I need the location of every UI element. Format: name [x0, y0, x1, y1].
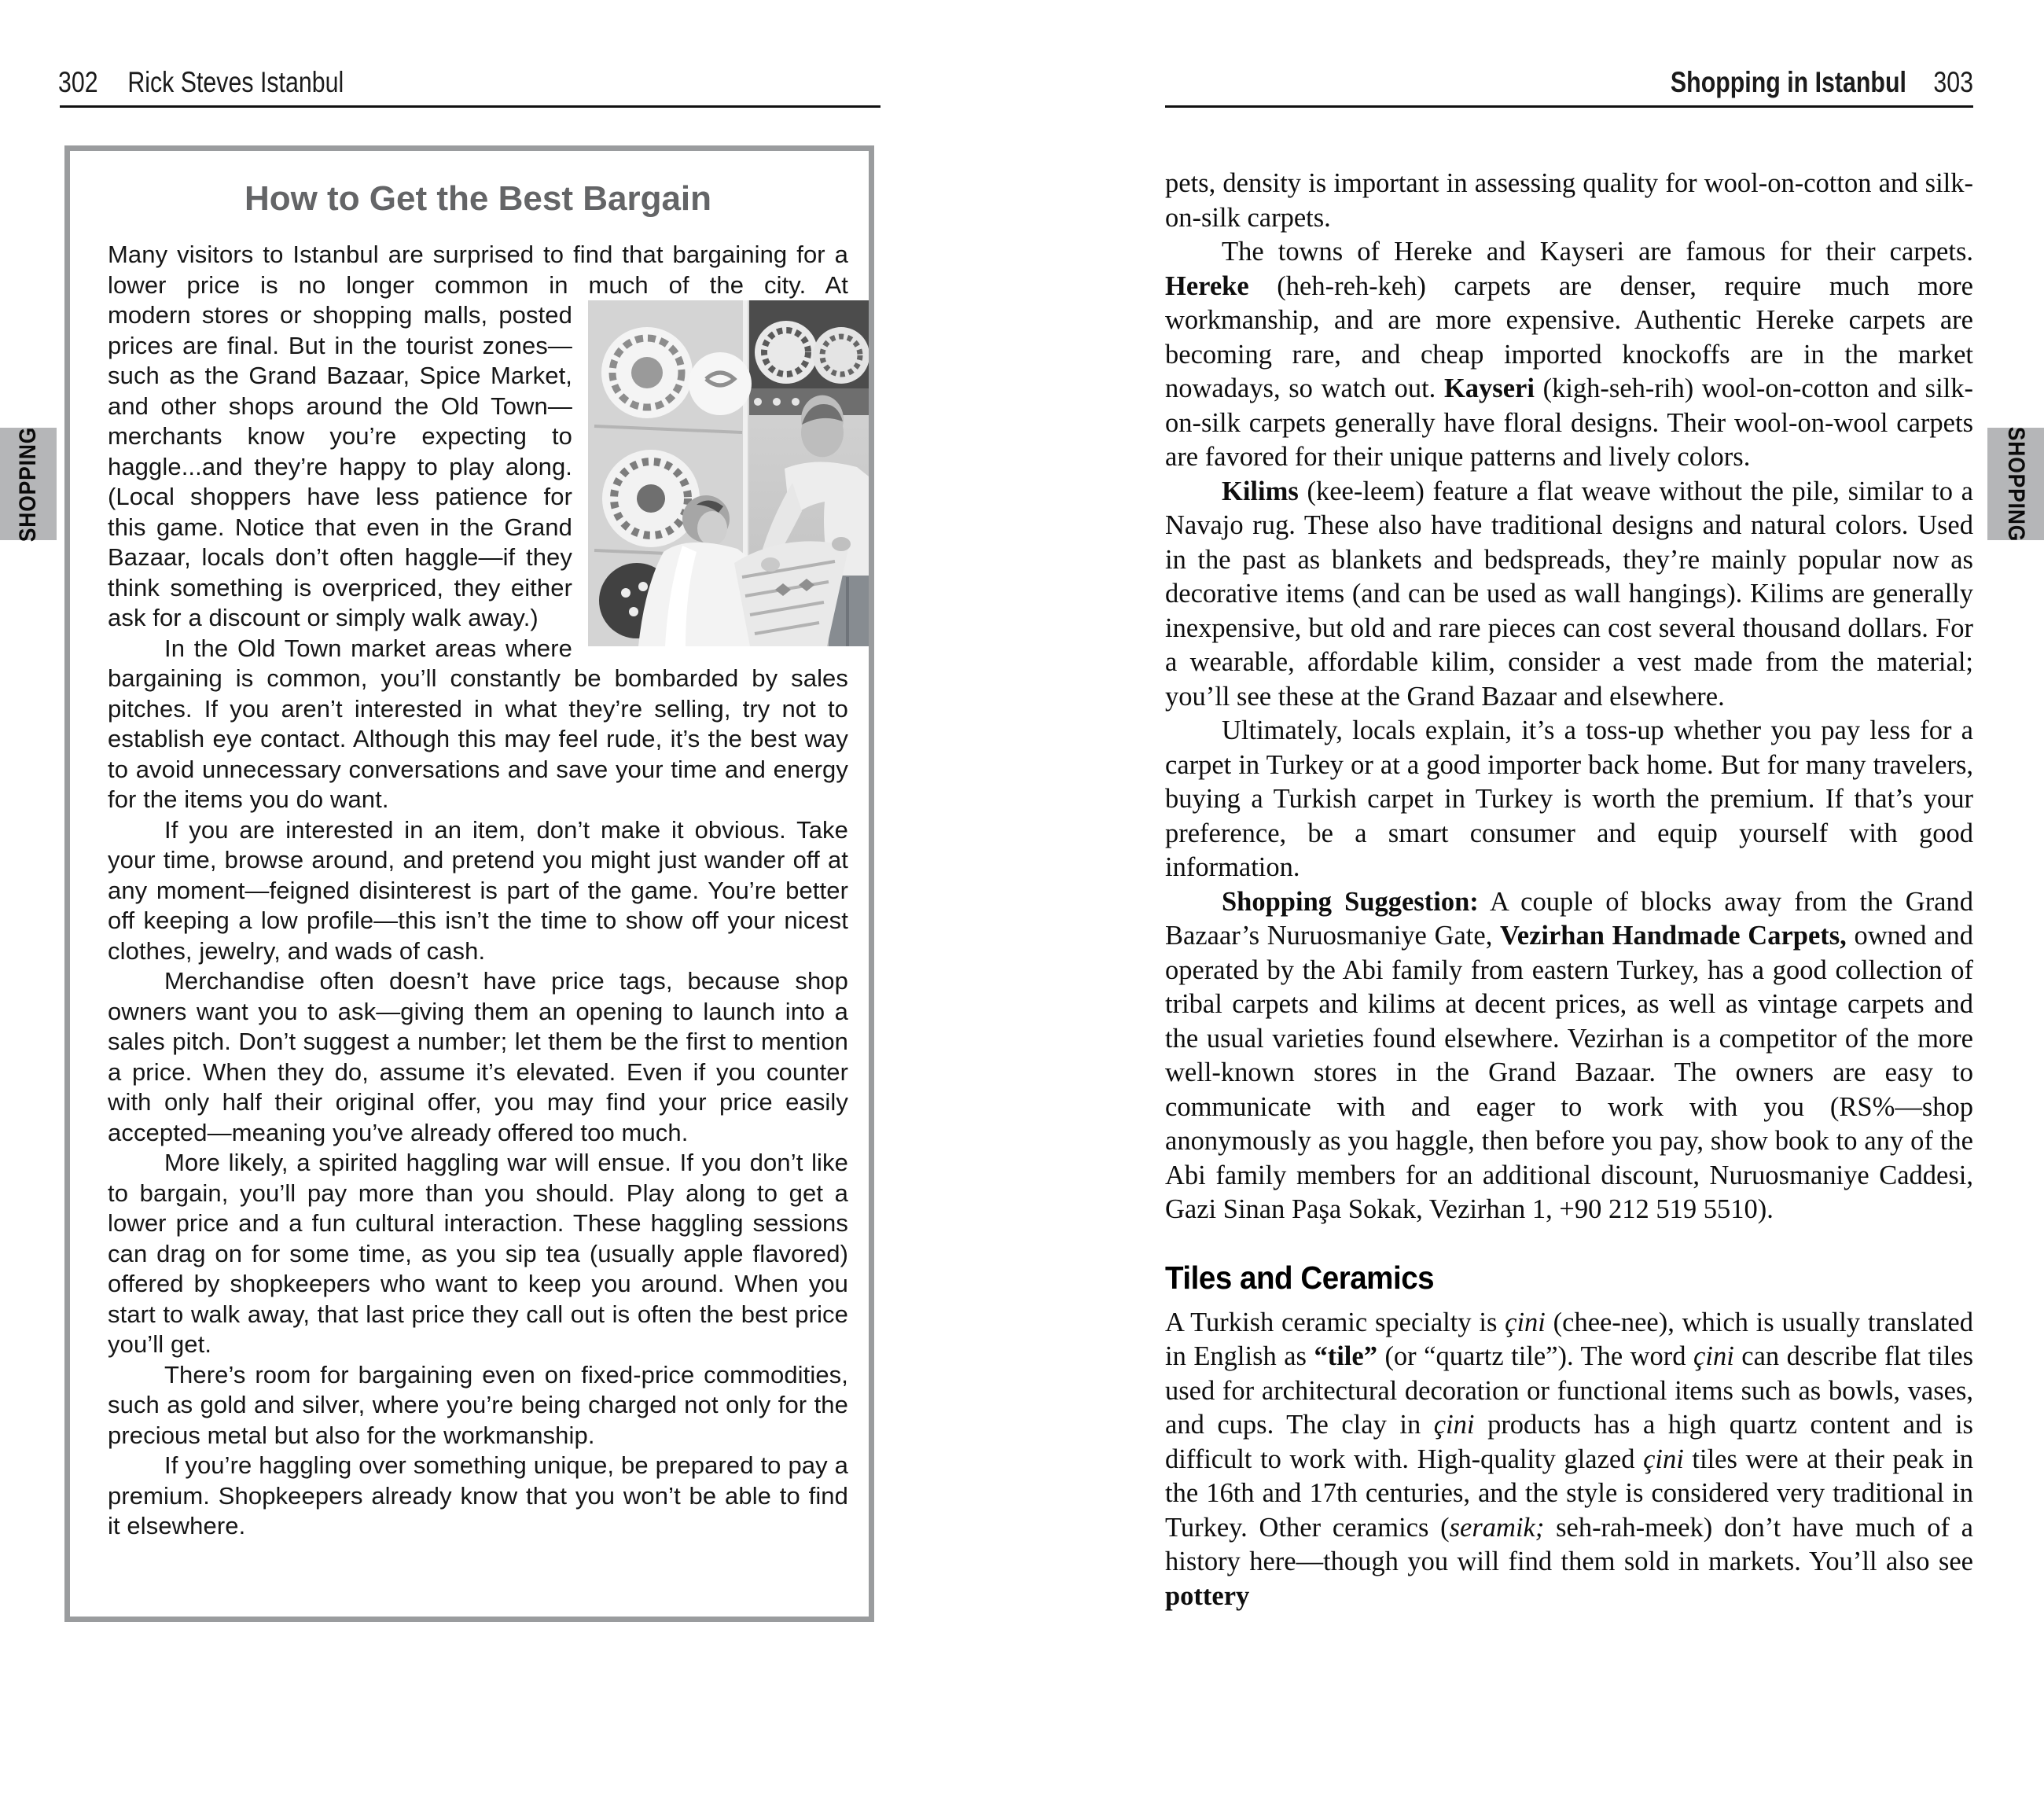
sidebar-box-title: How to Get the Best Bargain [244, 179, 712, 218]
right-running-head [1311, 66, 1973, 99]
box-paragraph-5: More likely, a spirited haggling war will ensue. If you don’t like to bargain, you’ll pay more than you should. Play along to get a lower price and a fun cultural interaction. These haggling sessions can drag on for some time, as you sip tea (usually apple flavored) offered by shopkeepers who want to keep you around. When you start to walk away, that last price they call out is often the best price you’ll get. [108, 1149, 848, 1358]
box-paragraph-4: Merchandise often doesn’t have price tags, because shop owners want you to ask—giving them an opening to launch into a sales pitch. Don’t suggest a number; let them be the first to mention a price. When they do, assume it’s elevated. Even if you counter with only half their original offer, you may find your price easily accepted—meaning you’ve already offered too much. [108, 967, 848, 1146]
box-paragraph-2: In the Old Town market areas where bargaining is common, you’ll constantly be bombarded by sales pitches. If you aren’t interested in what they’re selling, try not to establish eye contact. Although this may feel rude, it’s the best way to avoid unnecessary conversations and save your time and energy for the items you do want. [108, 634, 848, 813]
body-paragraph-2: The towns of Hereke and Kayseri are famous for their carpets. Hereke (heh-reh-keh) carpets are denser, require much more workmanship, and are more expensive. Authentic Hereke carpets are becoming rare, and cheap imported knockoffs are in the market nowadays, so watch out. Kayseri (kigh-seh-rih) wool-on-cotton and silk-on-silk carpets generally have floral designs. Their wool-on-wool carpets are favored for their unique patterns and lively colors. [1165, 237, 1973, 472]
bargain-shop-photo-illustration [588, 300, 869, 646]
book-title: Rick Steves Istanbul [127, 66, 344, 98]
body-paragraph-1: pets, density is important in assessing quality for wool-on-cotton and silk-on-silk carpets. [1165, 168, 1973, 233]
box-paragraph-1-rest: modern stores or shopping malls, posted prices are final. But in the tourist zones—such as the Grand Bazaar, Spice Market, and other shops around the Old Town—merchants know you’re expecting to haggle...and they’re happy to play along. (Local shoppers have less patience for this game. Notice that even in the Grand Bazaar, locals don’t often haggle—if they think something is overpriced, they either ask for a discount or simply walk away.) [108, 301, 572, 631]
box-paragraph-6: There’s room for bargaining even on fixed-price commodities, such as gold and silver, where you’re being charged not only for the precious metal but also for the workmanship. [108, 1360, 848, 1449]
tiles-and-ceramics-heading: Tiles and Ceramics [1165, 1259, 1435, 1296]
body-paragraph-4: Ultimately, locals explain, it’s a toss-up whether you pay less for a carpet in Turkey or at a good importer back home. But for many travelers, buying a Turkish carpet in Turkey is worth the premium. If that’s your preference, be a smart consumer and equip yourself with good information. [1165, 715, 1973, 882]
left-running-head [58, 66, 344, 99]
box-paragraph-1-intro: Many visitors to Istanbul are surprised to find that bargaining for a lower price is no longer common in much of the city. At [108, 241, 848, 299]
body-paragraph-5: Shopping Suggestion: A couple of blocks away from the Grand Bazaar’s Nuruosmaniye Gate, Vezirhan Handmade Carpets, owned and operated by the Abi family from eastern Turkey, has a good collection of tribal carpets and kilims at decent prices, as well as vintage carpets and the usual varieties found elsewhere. Vezirhan is a competitor of the more well-known stores in the Grand Bazaar. The owners are easy to communicate with and eager to work with you (RS%—shop anonymously as you haggle, then before you pay, show book to any of the Abi family members for an additional discount, Nuruosmaniye Caddesi, Gazi Sinan Paşa Sokak, Vezirhan 1, +90 212 519 5510). [1165, 886, 1973, 1224]
right-header-rule [1165, 105, 1973, 108]
body-paragraph-3: Kilims (kee-leem) feature a flat weave without the pile, similar to a Navajo rug. These also have traditional designs and natural colors. Used in the past as blankets and bedspreads, they’re mainly popular now as decorative items (and can be used as wall hangings). Kilims are generally inexpensive, but old and rare pieces can cost several thousand dollars. For a wearable, affordable kilim, consider a vest made from the material; you’ll see these at the Grand Bazaar and elsewhere. [1165, 476, 1973, 712]
right-page-number: 303 [1933, 66, 1973, 98]
box-wrap-zone [108, 300, 848, 1542]
right-chapter-tab-label: SHOPPING [2003, 426, 2029, 542]
left-chapter-tab [0, 428, 57, 540]
left-page-number: 302 [58, 66, 98, 98]
box-paragraph-7: If you’re haggling over something unique, be prepared to pay a premium. Shopkeepers already know that you won’t be able to find it elsewhere. [108, 1451, 848, 1539]
chapter-title: Shopping in Istanbul [1670, 66, 1906, 98]
bargain-sidebar-box [64, 145, 874, 1622]
right-page-column [1165, 167, 1973, 1613]
right-chapter-tab [1987, 428, 2044, 540]
left-chapter-tab-label: SHOPPING [15, 426, 41, 542]
tiles-paragraph: A Turkish ceramic specialty is çini (chee-nee), which is usually translated in English as “tile” (or “quartz tile”). The word çini can describe flat tiles used for architectural decoration or functional items such as bowls, vases, and cups. The clay in çini products has a high quartz content and is difficult to work with. High-quality glazed çini tiles were at their peak in the 16th and 17th centuries, and the style is considered very traditional in Turkey. Other ceramics (seramik; seh-rah-meek) don’t have much of a history here—though you will find them sold in markets. You’ll also see pottery [1165, 1307, 1974, 1611]
bargain-shop-photo [588, 300, 869, 646]
box-paragraph-3: If you are interested in an item, don’t make it obvious. Take your time, browse around, and pretend you might just wander off at any moment—feigned disinterest is part of the game. You’re better off keeping a low profile—this isn’t the time to show off your nicest clothes, jewelry, and wads of cash. [108, 815, 848, 965]
left-header-rule [60, 105, 880, 108]
